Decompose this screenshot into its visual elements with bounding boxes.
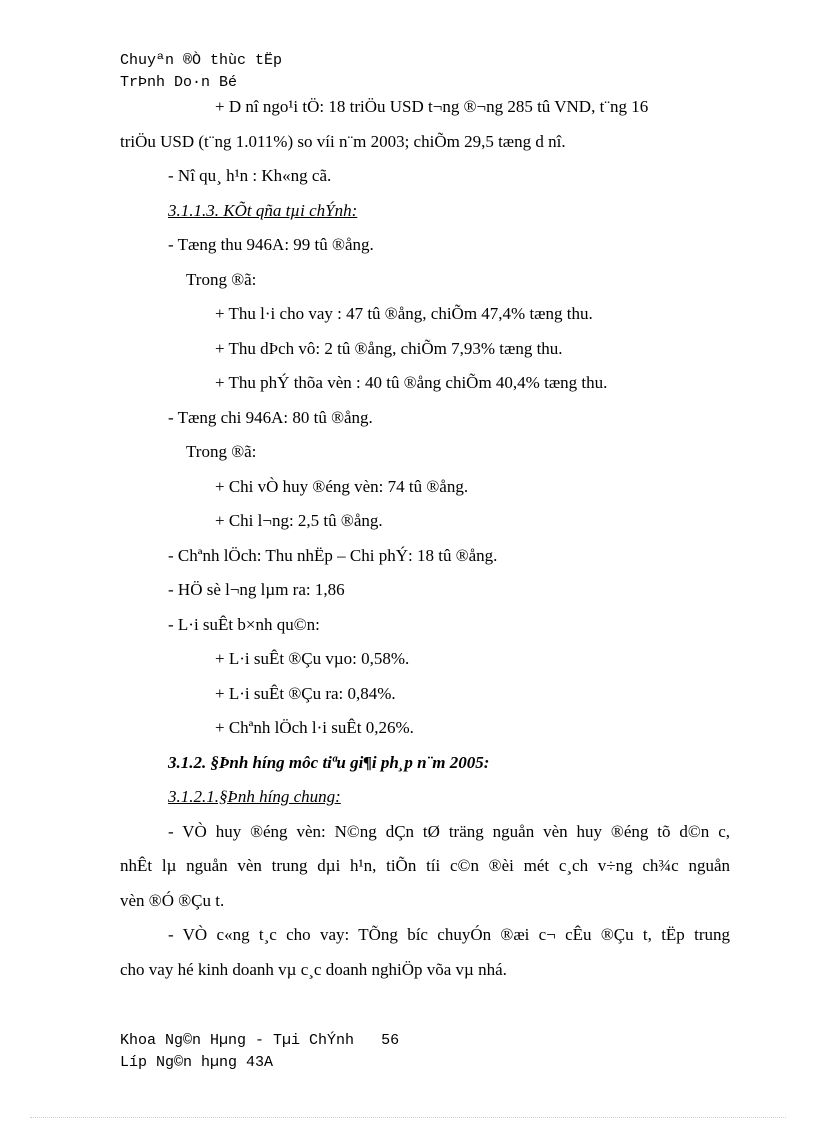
page-footer (120, 1030, 399, 1074)
paragraph-line: cho vay hé kinh doanh vµ c¸c doanh nghiÖp võa vµ nhá. (120, 959, 507, 979)
section-heading: 3.1.1.3. KÕt qña tµi chÝnh: (168, 200, 358, 220)
list-item: + Thu dÞch vô: 2 tû ®ång, chiÕm 7,93% tæng thu. (215, 338, 563, 358)
paragraph-line: - HÖ sè l¬ng lµm ra: 1,86 (168, 580, 345, 599)
paragraph-line: - Chªnh lÖch: Thu nhËp – Chi phÝ: 18 tû ®ång. (168, 545, 498, 565)
paragraph-line: - Tæng thu 946A: 99 tû ®ång. (168, 235, 374, 254)
page-header (120, 50, 282, 94)
list-item: + L·i suÊt ®Çu vµo: 0,58%. (215, 649, 410, 668)
document-body (120, 90, 730, 987)
header-topic: Chuyªn ®Ò thùc tËp (120, 52, 283, 69)
footer-faculty-row (120, 1030, 399, 1052)
list-item: + L·i suÊt ®Çu ra: 0,84%. (215, 683, 396, 703)
paragraph-line: triÖu USD (t¨ng 1.011%) so víi n¨m 2003; chiÕm 29,5 tæng d nî. (120, 131, 566, 151)
paragraph-line: + D nî ngo¹i tÖ: 18 triÖu USD t¬ng ®¬ng 285 tû VND, t¨ng 16 (215, 97, 649, 116)
section-heading: 3.1.2. §Þnh híng môc tiªu gi¶i ph¸p n¨m 2005: (168, 752, 490, 772)
paragraph-line: - L·i suÊt b×nh qu©n: (168, 614, 320, 634)
paragraph-line: Trong ®ã: (186, 442, 257, 461)
paragraph-line: - Tæng chi 946A: 80 tû ®ång. (168, 407, 373, 427)
paragraph-line: nhÊt lµ nguån vèn trung dµi h¹n, tiÕn tíi c©n ®èi mét c¸ch v÷ng ch¾c nguån (120, 856, 730, 875)
list-item: + Chi l¬ng: 2,5 tû ®ång. (215, 511, 383, 530)
page-number: 56 (381, 1032, 400, 1049)
list-item: + Chi vÒ huy ®éng vèn: 74 tû ®ång. (215, 476, 469, 496)
footer-class: Líp Ng©n hµng 43A (120, 1054, 274, 1071)
list-item: + Thu l·i cho vay : 47 tû ®ång, chiÕm 47,4% tæng thu. (215, 304, 593, 323)
paragraph-line: - VÒ huy ®éng vèn: N©ng dÇn tØ träng nguån vèn huy ®éng tõ d©n c, (168, 821, 730, 841)
paragraph-line: - Nî qu¸ h¹n : Kh«ng cã. (168, 166, 332, 185)
footer-faculty: Khoa Ng©n Hµng - Tµi ChÝnh (120, 1032, 355, 1049)
page-divider (30, 1117, 786, 1118)
header-author: TrÞnh Do·n Bé (120, 74, 238, 91)
paragraph-line: - VÒ c«ng t¸c cho vay: TÕng bíc chuyÓn ®æi c¬ cÊu ®Çu t, tËp trung (168, 925, 730, 944)
list-item: + Thu phÝ thõa vèn : 40 tû ®ång chiÕm 40,4% tæng thu. (215, 373, 608, 392)
list-item: + Chªnh lÖch l·i suÊt 0,26%. (215, 718, 414, 737)
subsection-heading: 3.1.2.1.§Þnh híng chung: (168, 787, 341, 806)
paragraph-line: Trong ®ã: (186, 269, 257, 289)
paragraph-line: vèn ®Ó ®Çu t. (120, 890, 225, 910)
